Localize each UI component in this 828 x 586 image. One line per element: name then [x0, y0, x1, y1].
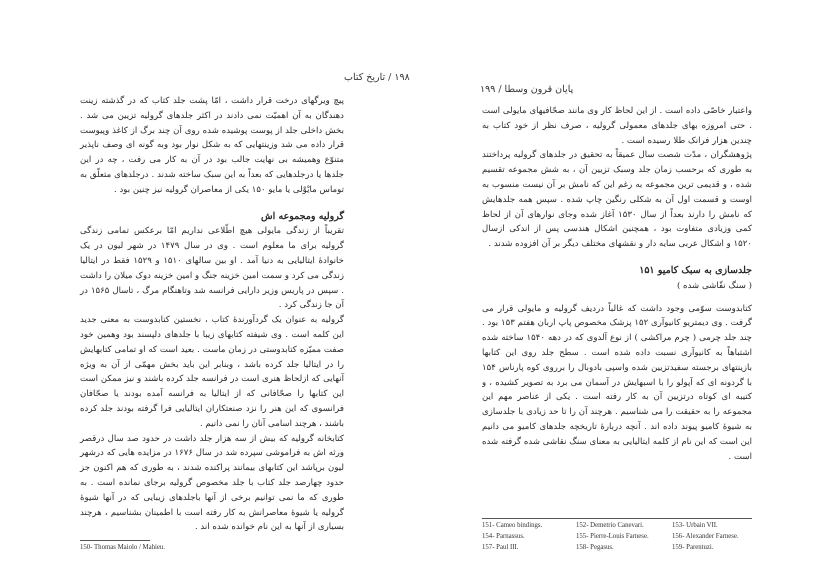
- footnote-151: 151- Cameo bindings.: [482, 522, 543, 529]
- left-paragraph-3: گرولیه به عنوان یک گردآورندهٔ کتاب ، نخستین کتابدوست به معنی جدید این کلمه است . وی شیفته کتابهای زیبا با جلدهای دلپسند بود وهمین خود صفت ممیّزه کتابدوستی در زمان ماست . بعید است که او تمامی کتابهایش را در ایتالیا جلد کرده باشد ، وبنابر این باید بخش مهمّی از آن به ویژه آنهایی که ازلحاظ هنری است در فرانسه جلد کرده باشند و نیز ممکن است این کتابها را صحّافانی که از ایتالیا به فرانسه آمده بودند یا صحّافان فرانسوی که این هنر را نزد صنعتکاران ایتالیایی فرا گرفته بودند جلد کرده باشند ، هرچند اسامی آنان را نمی دانیم .: [80, 315, 344, 429]
- footnote-159: 159- Parentuzi.: [672, 544, 714, 551]
- footnote-158: 158- Pegasus.: [576, 544, 614, 551]
- footnote-153: 153- Urbain VII.: [672, 522, 718, 529]
- right-page-body: [482, 104, 752, 464]
- left-paragraph-1: پیچ ویرگهای درخت قرار داشت ، امّا پشت جلد کتاب که در گذشته زینت دهندگان به آن اهمیّت نمی دادند در اکثر جلدهای گرولیه تزیین می شد . بخش داخلی جلد از پوست پوشیده شده روی آن چند برگ از کاغذ وپیوست قرار داده می شد وزینتهایی که به شکل نوار بود وبه گونه ای وصف ناپذیر متنوّع وهمیشه بی نهایت جالب بود در آن به کار می رفت ، چه در این جلدها یا درجلدهایی که بعداً به این سبک ساخته شدند . درجلدهای متعلّق به توماس مایْوْلی یا مایو ۱۵۰ یکی از معاصران گرولیه نیز چنین بود .: [80, 96, 344, 195]
- footnote-157: 157- Paul III.: [482, 544, 519, 551]
- footnote-156: 156- Alexander Farnese.: [672, 533, 739, 540]
- right-paragraph-2: پژوهشگران ، مدّت شصت سال عمیقاً به تحقیق در جلدهای گرولیه پرداختند به طوری که برحسب زمان جلد وسبک تزیین آن ، به شش مجموعه تقسیم شده ، و قدیمی ترین مجموعه به رغم این که نامش بر آن نیست منسوب به اوست و قسمت اول آن به شکلی رنگین چاپ شده . سپس همه جلدهایش که نامش را دارند بعداً از سال ۱۵۳۰ آغاز شده وجای نوارهای آن از لحاظ کمی وزیادی متفاوت بود ، همچنین اشکال هندسی پس از اندکی ازسال ۱۵۲۰ و اشکال عربی سایه دار و نقشهای مختلف دیگر بر آن افزوده شدند .: [482, 150, 752, 250]
- left-footnote-150: 150- Thomas Maiolo / Mahieu.: [80, 544, 166, 551]
- left-paragraph-2: تقریباً از زندگی مایولی هیچ اطّلاعی نداریم امّا برعکس تمامی زندگی گرولیه برای ما معلوم است . وی در سال ۱۴۷۹ در شهر لیون در یک خانوادهٔ ایتالیایی به دنیا آمد . او بین سالهای ۱۵۱۰ و ۱۵۲۹ فقط در ایتالیا زندگی می کرد و سمت امین خزینه جنگ و امین خزینه دوک میلان را داشت . سپس در پاریس وزیر دارایی فرانسه شد وتاهنگام مرگ ، تاسال ۱۵۶۵ در آن جا زندگی کرد .: [80, 226, 345, 311]
- left-page-body: [80, 94, 344, 535]
- right-paragraph-1: واعتبار خاصّی داده است . از این لحاظ کار وی مانند صحّافیهای مایولی است . حتی امروزه بهای جلدهای معمولی گرولیه ، صرف نظر از خود کتاب به چندین هزار فرانک طلا رسیده است .: [482, 106, 752, 146]
- left-paragraph-4: کتابخانه گرولیه که بیش از سه هزار جلد داشت در حدود صد سال درقصر ورثه اش به فراموشی سپرده شد در سال ۱۶۷۶ در مزایده هایی که درشهر لیون برپاشد این کتابهای بیمانند پراکنده شدند ، به طوری که هم اکنون جز حدود چهارصد جلد کتاب با جلد مخصوص گرولیه برجای نمانده است . به طوری که ما نمی توانیم برخی از آنها باجلدهای زیبایی که در آنها شیوهٔ گرولیه یا شیوهٔ معاصرانش به کار رفته است با اطمینان بشناسیم ، هرچند بسیاری از آنها به این نام خوانده شده اند .: [80, 433, 344, 533]
- right-section-subtitle: ( سنگ نقّاشی شده ): [676, 280, 752, 291]
- left-footnote-rule: [80, 540, 150, 541]
- left-section-title: گرولیه ومجموعه اش: [260, 210, 344, 222]
- left-page-header: ۱۹۸ / تاریخ کتاب: [344, 72, 410, 83]
- footnote-154: 154- Parnassus.: [482, 533, 525, 540]
- footnote-155: 155- Pierre-Louis Farnese.: [576, 533, 649, 540]
- right-page-header: پایان قرون وسطا / ۱۹۹: [480, 84, 574, 95]
- right-paragraph-3: کتابدوست سوّمی وجود داشت که غالباً دردیف گرولیه و مایولی قرار می گرفت . وی دیمتریو کانیوآری ۱۵۲ پزشک مخصوص پاپ اربان هفتم ۱۵۳ بود . چند جلد چرمی ( چرم مراکشی ) از نوع آلدوی که در دهه ۱۵۴۰ ساخته شده اشتباهاً به کانیوآری نسبت داده شده است . سطح جلد روی این کتابها بازینتهای برجسته سفیدتزیین شده واسپی بادوبال را برروی کوه پارناس ۱۵۴ با گردونه ای که آپولو را با اسبهایش در آسمان می برد به تصویر کشیده ، و کتیبه ای کوتاه درتزیین آن به کار رفته است . یکی از عناصر مهم این مجموعه را به حقیقت را می شناسیم . هرچند آن را تا حد زیادی با جلدسازی به شیوهٔ کامیو پیوند داده اند . آنچه دربارهٔ تاریخچه جلدهای کامیو می دانیم این است که این نام از کلمه ایتالیایی به معنای سنگ نقاشی شده گرفته شده است .: [482, 303, 752, 462]
- footnote-152: 152- Demetrio Canevari.: [576, 522, 644, 529]
- right-section-title: جلدسازی به سبک کامیو ۱۵۱: [639, 264, 752, 276]
- right-footnote-rule: [482, 518, 752, 519]
